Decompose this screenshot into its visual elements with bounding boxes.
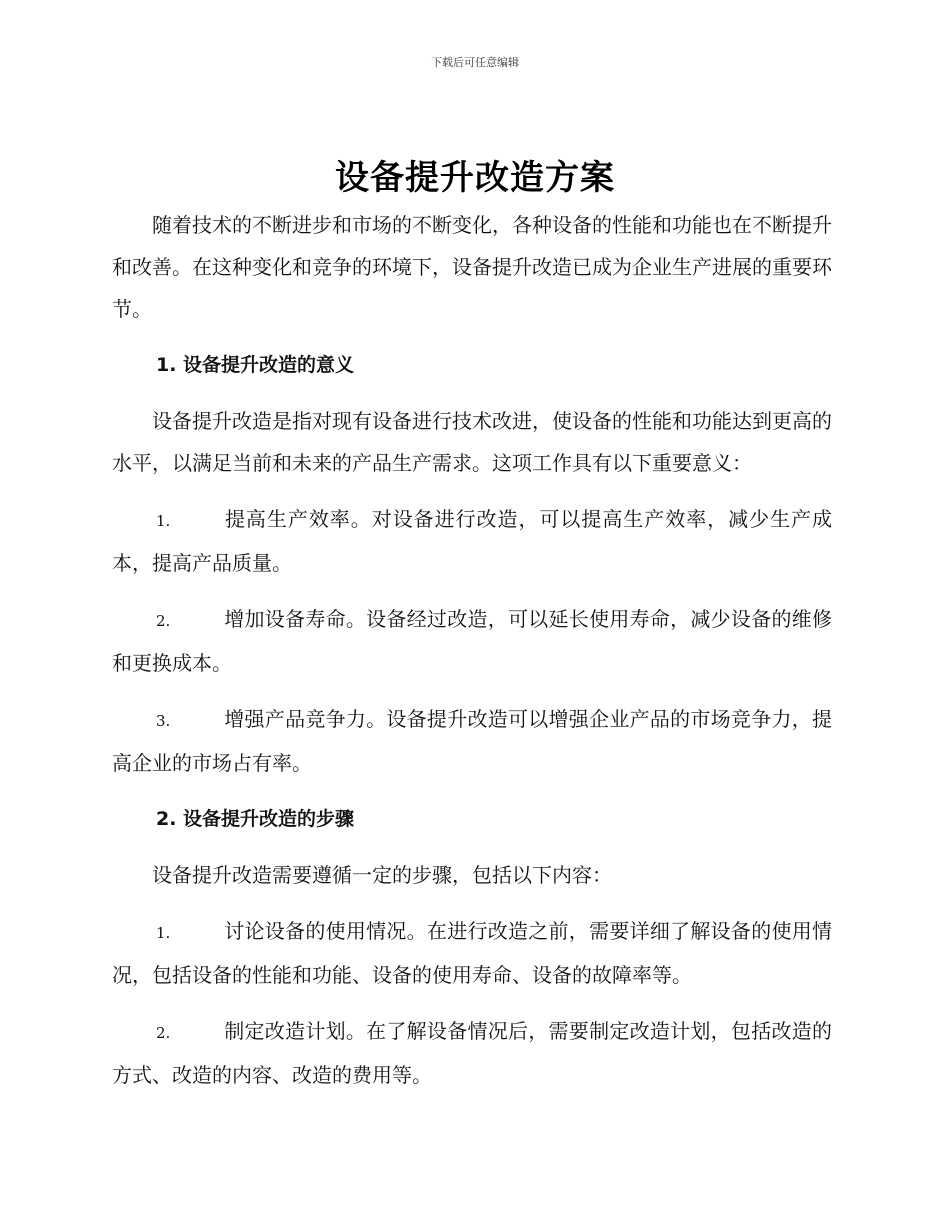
list-item-number: 2.: [156, 612, 171, 630]
page-header-note: 下载后可任意编辑: [431, 56, 519, 69]
list-item: [112, 598, 832, 684]
list-item-text: 讨论设备的使用情况。在进行改造之前，需要详细了解设备的使用情况，包括设备的性能和功能、设备的使用寿命、设备的故障率等。: [112, 919, 832, 987]
list-item-number: 3.: [156, 712, 171, 730]
list-item-text: 增强产品竞争力。设备提升改造可以增强企业产品的市场竞争力，提高企业的市场占有率。: [112, 707, 832, 775]
list-item-number: 2.: [156, 1024, 171, 1042]
list-item-text: 增加设备寿命。设备经过改造，可以延长使用寿命，减少设备的维修和更换成本。: [112, 607, 832, 675]
document-body: [112, 204, 832, 1096]
list-item-text: 制定改造计划。在了解设备情况后，需要制定改造计划，包括改造的方式、改造的内容、改造的费用等。: [112, 1019, 832, 1087]
document-title: 设备提升改造方案: [335, 158, 615, 198]
section2-paragraph: 设备提升改造需要遵循一定的步骤，包括以下内容：: [152, 863, 612, 887]
list-item-text: 提高生产效率。对设备进行改造，可以提高生产效率，减少生产成本，提高产品质量。: [112, 507, 832, 575]
list-item: [112, 498, 832, 584]
list-item: [112, 910, 832, 996]
intro-paragraph: 随着技术的不断进步和市场的不断变化，各种设备的性能和功能也在不断提升和改善。在这种变化和竞争的环境下，设备提升改造已成为企业生产进展的重要环节。: [112, 213, 832, 321]
section-heading-steps: 2. 设备提升改造的步骤: [156, 808, 355, 830]
list-item: [112, 698, 832, 784]
list-item-number: 1.: [156, 512, 171, 530]
section1-paragraph: 设备提升改造是指对现有设备进行技术改进，使设备的性能和功能达到更高的水平，以满足当前和未来的产品生产需求。这项工作具有以下重要意义：: [112, 409, 832, 475]
list-item: [112, 1010, 832, 1096]
list-item-number: 1.: [156, 924, 171, 942]
section-heading-significance: 1. 设备提升改造的意义: [156, 354, 355, 376]
